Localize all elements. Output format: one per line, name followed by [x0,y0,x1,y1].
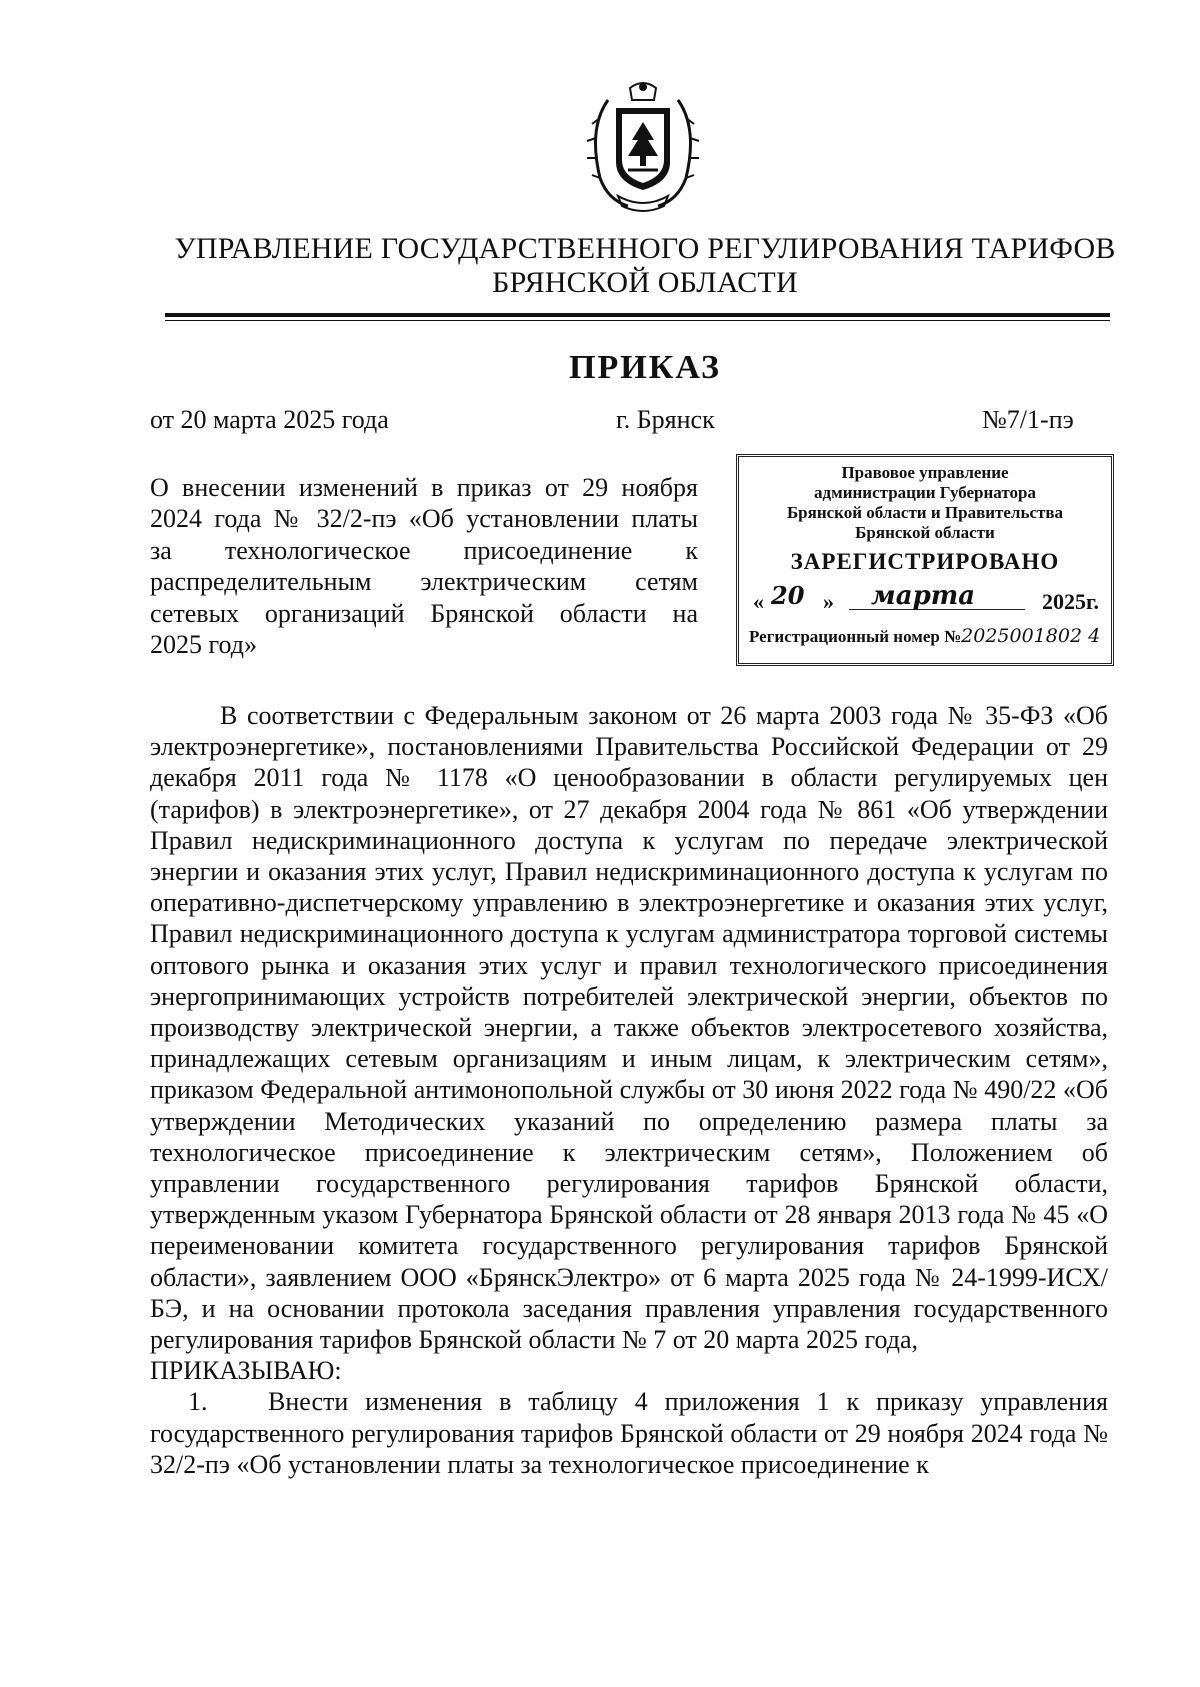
subject-line: 2024 года № 32/2-пэ «Об установлении платы [150,504,698,534]
stamp-day-handwritten: 20 [771,581,805,610]
stamp-line-3: Брянской области и Правительства [786,503,1064,522]
subject-line: сетевых организаций Брянской области на [150,598,698,628]
subject-line: за технологическое присоединение к [150,535,698,565]
stamp-line-1: Правовое управление [841,463,1009,482]
organization-title [150,232,1140,300]
header-rule-thick [165,313,1110,317]
document-number: №7/1-пэ [982,405,1074,434]
stamp-quote-close: » [823,589,834,614]
list-item-number: 1. [188,1387,208,1417]
decree-word: ПРИКАЗЫВАЮ: [150,1356,342,1386]
organization-title-line-1: УПРАВЛЕНИЕ ГОСУДАРСТВЕННОГО РЕГУЛИРОВАНИЯ ТАРИФОВ [174,232,1116,265]
document-type: ПРИКАЗ [569,349,721,386]
document-subject [150,472,698,660]
document-city: г. Брянск [616,405,715,434]
subject-line: О внесении изменений в приказ от 29 ноября [150,473,698,502]
stamp-registered: ЗАРЕГИСТРИРОВАНО [790,549,1060,574]
preamble-paragraph: В соответствии с Федеральным законом от 26 марта 2003 года № 35-ФЗ «Об электроэнергетике», постановлениями Правительства Российской Федерации от 29 декабря 2011 года № 1178 «О ценообразовании в области регулируемых цен (тарифов) в электроэнергетике», от 27 декабря 2004 года № 861 «Об утверждении Правил недискриминационного доступа к услугам по передаче электрической энергии и оказания этих услуг, Правил недискриминационного доступа к услугам по оперативно-диспетчерскому управлению в электроэнергетике и оказания этих услуг, Правил недискриминационного доступа к услугам администратора торговой системы оптового рынка и оказания этих услуг и правил технологического присоединения энергопринимающих устройств потребителей электрической энергии, объектов по производству электрической энергии, а также объектов электросетевого хозяйства, принадлежащих сетевым организациям и иным лицам, к электрическим сетям», приказом Федеральной антимонопольной службы от 30 июня 2022 года № 490/22 «Об утверждении Методических указаний по определению размера платы за технологическое присоединение к электрическим сетям», Положением об управлении государственного регулирования тарифов Брянской области, утвержденным указом Губернатора Брянской области от 28 января 2013 года № 45 «О переименовании комитета государственного регулирования тарифов Брянской области», заявлением ООО «БрянскЭлектро» от 6 марта 2025 года № 24-1999-ИСХ/БЭ, и на основании протокола заседания правления управления государственного регулирования тарифов Брянской области № 7 от 20 марта 2025 года, [150,701,1108,1355]
stamp-reg-number-handwritten: 2025001802 4 [961,625,1101,647]
stamp-month-handwritten: марта [871,581,976,611]
subject-line: распределительным электрическим сетям [150,567,698,597]
subject-line: 2025 год» [150,630,257,660]
stamp-date [749,581,1101,617]
document-body [150,700,1108,1480]
stamp-line-2: администрации Губернатора [814,483,1036,502]
list-item [150,1386,1108,1480]
registration-stamp [736,454,1114,666]
bryansk-coat-of-arms-icon [578,78,708,216]
organization-title-line-2: БРЯНСКОЙ ОБЛАСТИ [492,266,798,299]
stamp-year: 2025г. [1041,589,1099,614]
document-date: от 20 марта 2025 года [150,405,389,434]
header-rule-thin [165,320,1110,321]
stamp-reg-label: Регистрационный номер № [749,627,962,646]
stamp-quote-open: « [753,589,764,614]
stamp-registration-number [749,625,1101,647]
list-item-text: Внести изменения в таблицу 4 приложения 1 к приказу управления государственного регулирования тарифов Брянской области от 29 ноября 2024 года № 32/2-пэ «Об установлении платы за технологическое присоединение к [150,1387,1108,1479]
stamp-line-4: Брянской области [855,523,995,542]
